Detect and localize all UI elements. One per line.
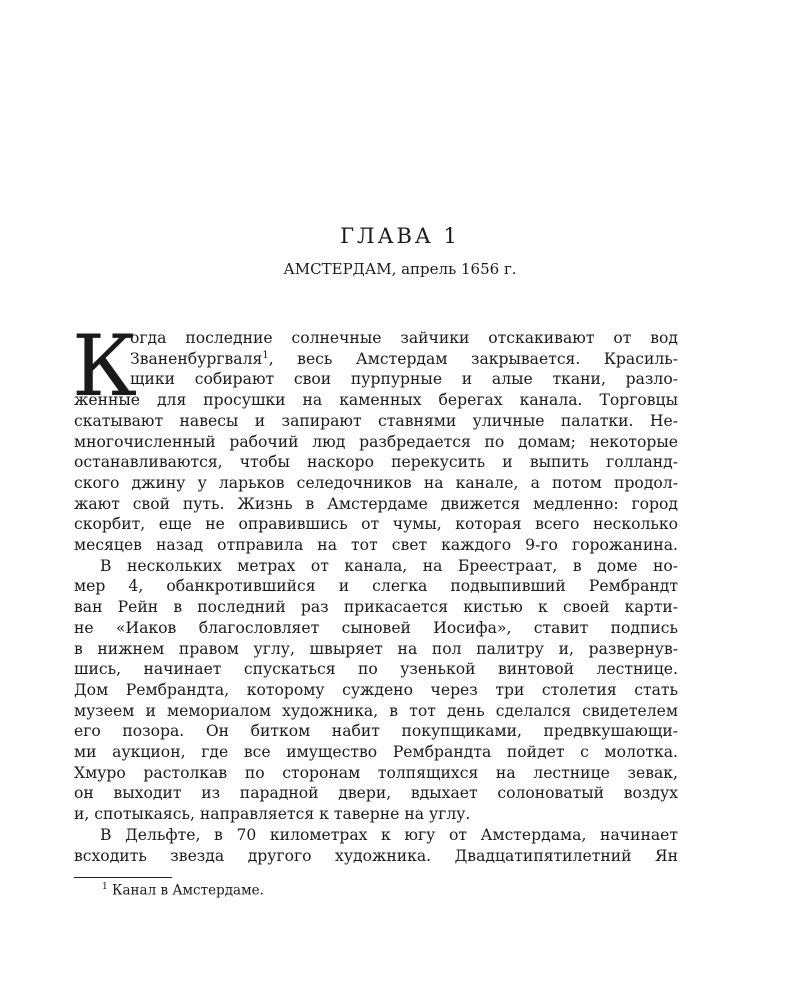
paragraph-3 [74,825,678,866]
text-line: женные для просушки на каменных берегах канала. Торговцы [74,391,678,410]
text-line: музеем и мемориалом художника, в тот день сделался свидетелем [74,701,678,720]
text-line: щики собирают свои пурпурные и алые ткани, разло- [130,370,678,389]
text-line: ми аукцион, где все имущество Рембрандта пойдет с молотка. [74,743,678,762]
paragraph-2 [74,556,678,825]
text-line: огда последние солнечные зайчики отскакивают от вод [130,329,678,347]
chapter-body [72,317,678,866]
text-line: останавливаются, чтобы наскоро перекусить и выпить голланд- [74,453,678,472]
text-line: и, спотыкаясь, направляется к таверне на углу. [74,805,471,824]
text-line: В нескольких метрах от канала, на Бреестраат, в доме но- [100,556,678,575]
text-line: ского джину у ларьков селедочников на канале, а потом продол- [74,473,678,492]
text-line: в нижнем правом углу, швыряет на пол палитру и, развернув- [74,639,678,658]
text-line: не «Иаков благословляет сыновей Иосифа», ставит подпись [74,618,678,637]
text-line: Дом Рембрандта, которому суждено через три столетия стать [74,680,678,699]
text-line: скатывают навесы и запирают ставнями уличные палатки. Не- [74,411,678,430]
paragraph-1 [72,317,678,556]
chapter-title: ГЛАВА 1 [340,224,460,248]
text-line: месяцев назад отправила на тот свет каждого 9-го горожанина. [74,536,678,555]
footnote-reference: 1 [262,349,269,361]
text-line: многочисленный рабочий люд разбредается по домам; некоторые [74,432,678,451]
text-line: В Дельфте, в 70 километрах к югу от Амстердама, начинает [100,825,678,844]
footnote-mark: 1 [102,882,108,892]
text-line: ван Рейн в последний раз прикасается кистью к своей карти- [74,598,678,617]
text-line: шись, начинает спускаться по узенькой винтовой лестнице. [74,660,678,679]
footnote-divider [74,877,172,878]
text-line: жают свой путь. Жизнь в Амстердаме движется медленно: город [74,494,678,513]
footnote [102,882,264,899]
footnote-text: Канал в Амстердаме. [112,882,264,899]
text-line: он выходит из парадной двери, вдыхает солоноватый воздух [74,784,678,803]
text-line: всходить звезда другого художника. Двадцатипятилетний Ян [74,846,678,865]
text-line: мер 4, обанкротившийся и слегка подвыпивший Рембрандт [74,577,678,596]
drop-cap: К [72,317,138,415]
text-line: его позора. Он битком набит покупщиками, предвкушающи- [74,722,678,741]
text-line: Званенбургваля$^1$, весь Амстердам закрывается. Красиль- [130,349,678,368]
text-line: Хмуро растолкав по сторонам толпящихся на лестнице зевак, [74,763,678,782]
text-line: скорбит, еще не оправившись от чумы, которая всего несколько [74,515,678,534]
chapter-subtitle: АМСТЕРДАМ, апрель 1656 г. [283,260,517,278]
